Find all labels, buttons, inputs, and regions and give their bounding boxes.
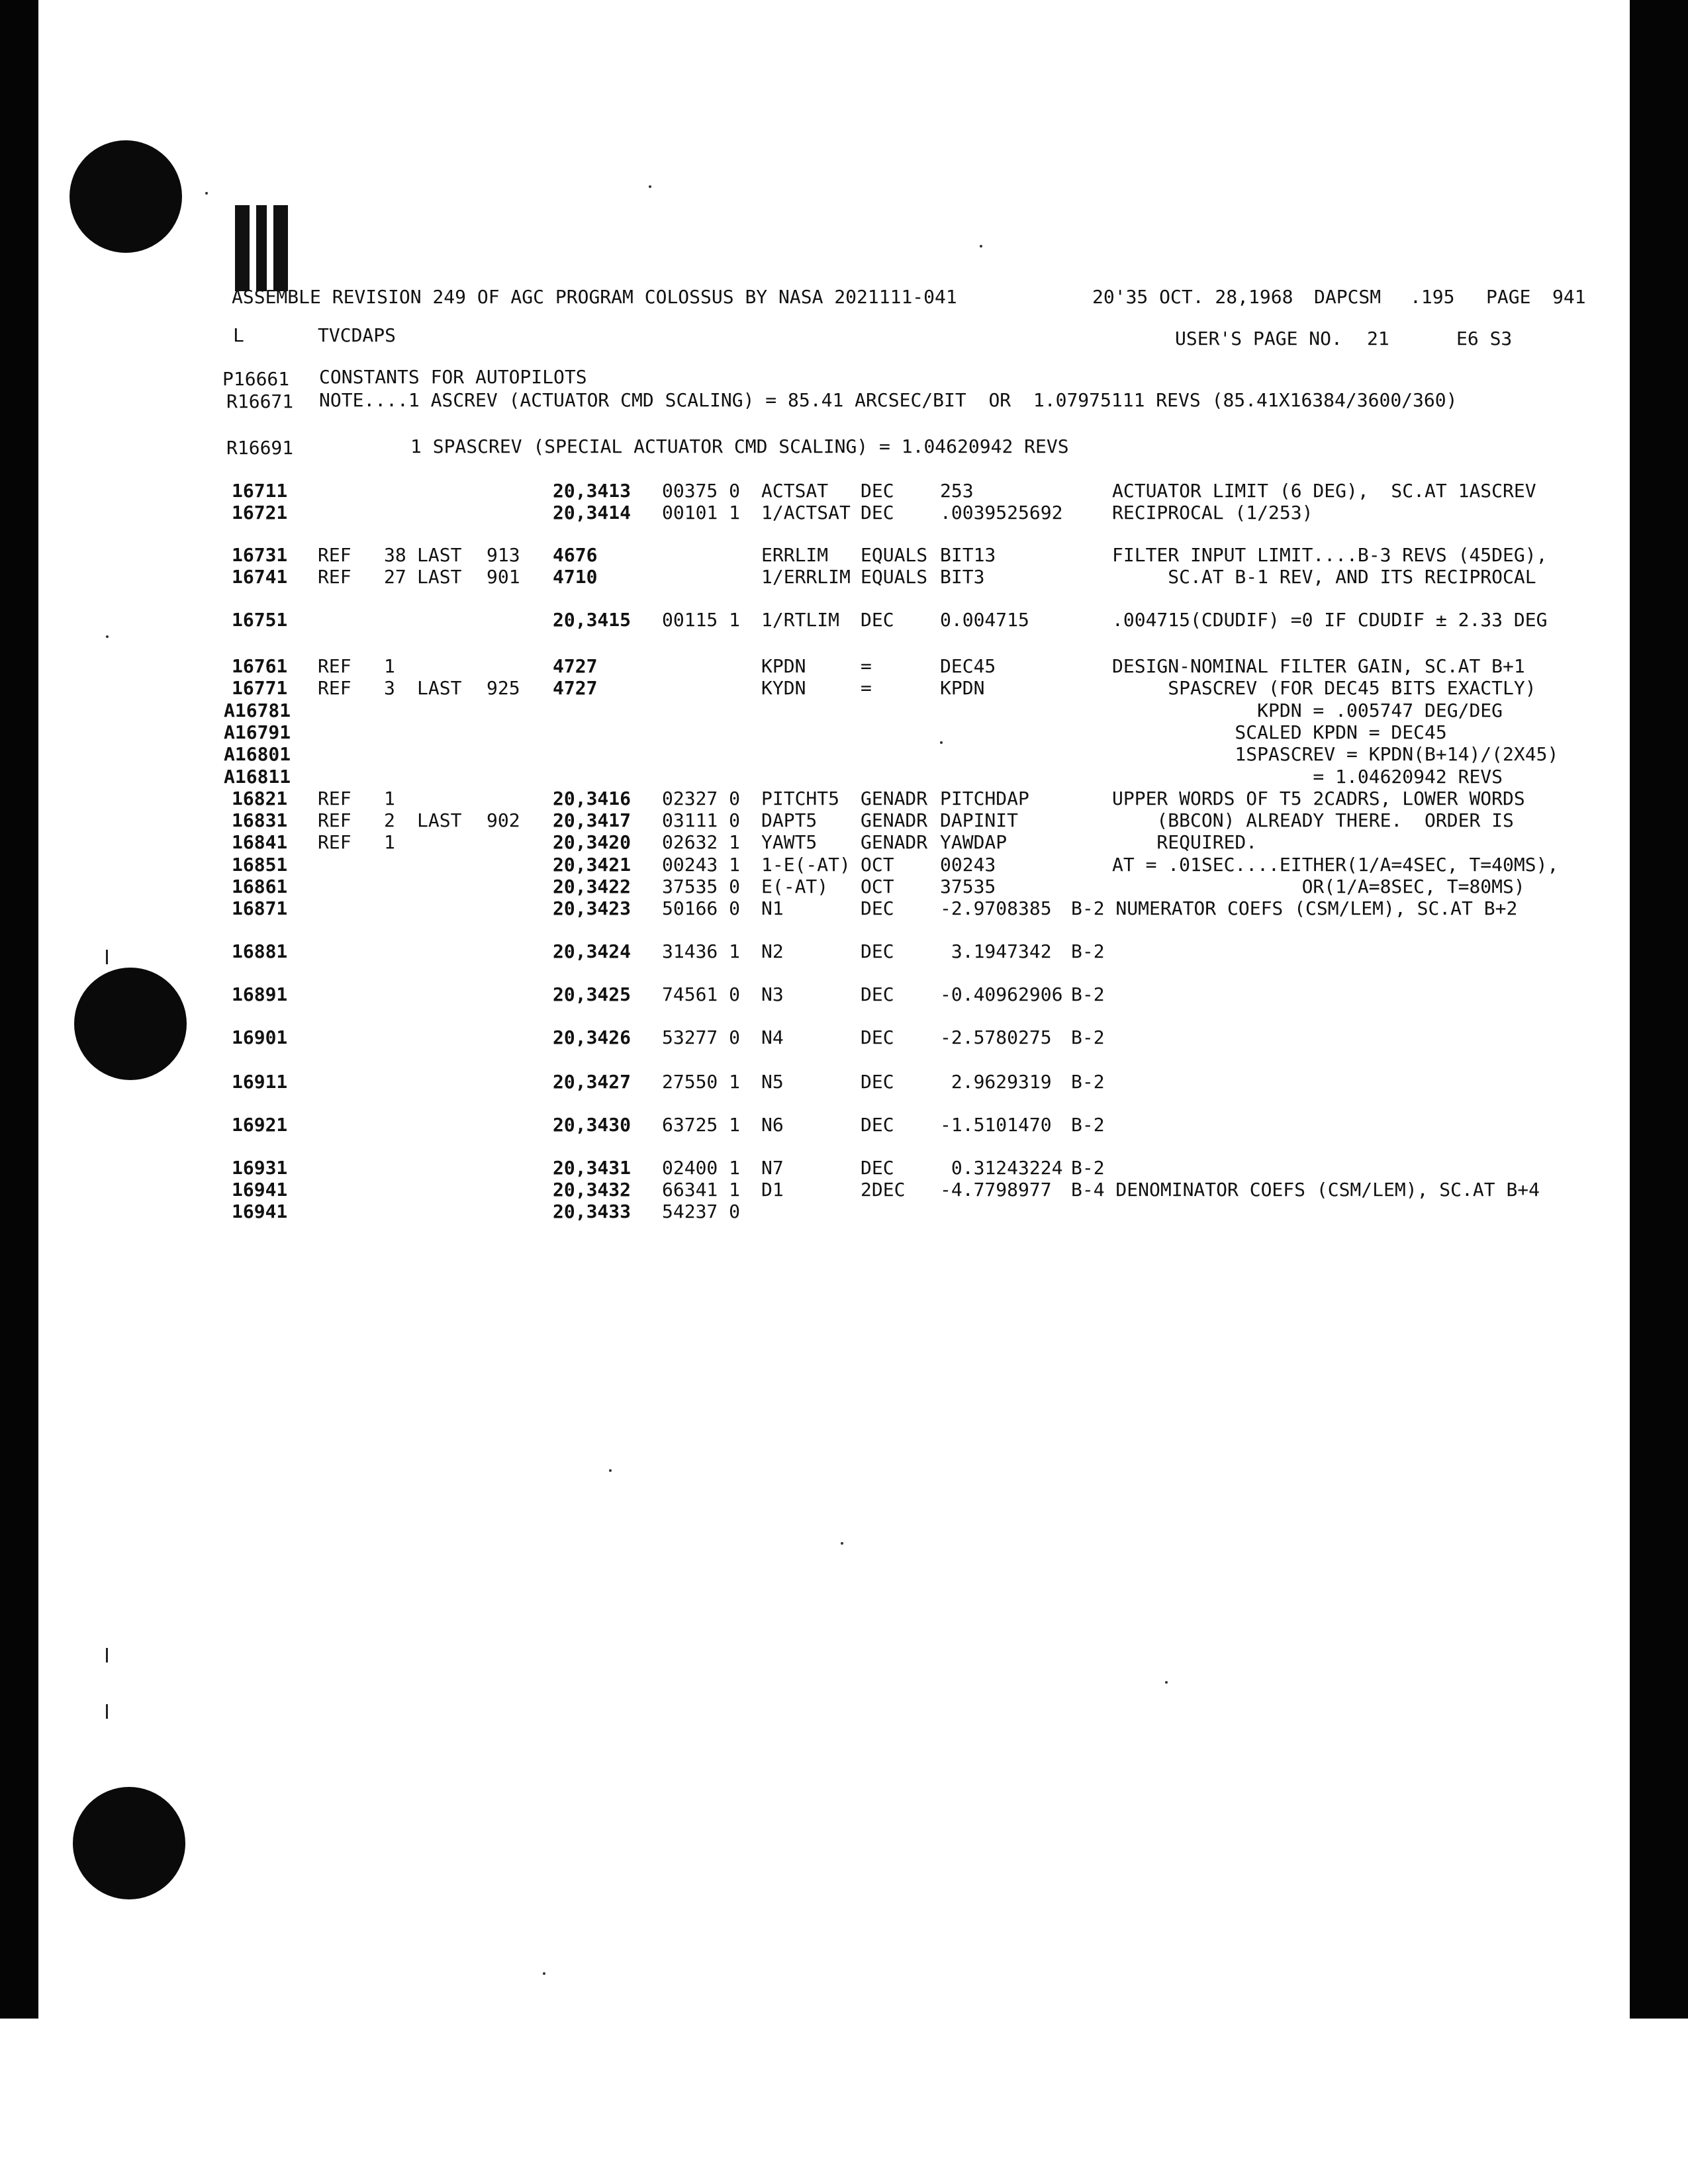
row-operand: 253 bbox=[940, 480, 974, 502]
row-label: N7 bbox=[761, 1157, 784, 1179]
row-comment: (BBCON) ALREADY THERE. ORDER IS bbox=[1112, 809, 1514, 831]
row-word: 37535 0 bbox=[662, 876, 741, 897]
intro-text: NOTE....1 ASCREV (ACTUATOR CMD SCALING) = 85.41 ARCSEC/BIT OR 1.07975111 REVS (85.41X16384/3600/360) bbox=[319, 389, 1458, 411]
row-word: 50166 0 bbox=[662, 897, 741, 919]
row-operand: DAPINIT bbox=[940, 809, 1019, 831]
row-addr: 20,3415 bbox=[553, 609, 632, 631]
row-operand: .0039525692 bbox=[940, 502, 1063, 523]
row-n: 16751 bbox=[232, 609, 288, 631]
row-operand: 37535 bbox=[940, 876, 996, 897]
row-word: 00101 1 bbox=[662, 502, 741, 523]
row-op: DEC bbox=[861, 983, 894, 1005]
row-label: ERRLIM bbox=[761, 544, 829, 566]
row-n: 16741 bbox=[232, 566, 288, 588]
row-comment: UPPER WORDS OF T5 2CADRS, LOWER WORDS bbox=[1112, 788, 1525, 809]
header-datetime: 20'35 OCT. 28,1968 bbox=[1092, 286, 1293, 308]
row-word: 66341 1 bbox=[662, 1179, 741, 1201]
punch-hole-bottom bbox=[73, 1787, 185, 1899]
log-prefix: L bbox=[233, 324, 244, 346]
row-op: DEC bbox=[861, 480, 894, 502]
row-operand: -2.9708385 bbox=[940, 897, 1052, 919]
row-n: 16931 bbox=[232, 1157, 288, 1179]
row-operand: -2.5780275 bbox=[940, 1026, 1052, 1048]
row-word: 27550 1 bbox=[662, 1071, 741, 1093]
row-op: DEC bbox=[861, 940, 894, 962]
row-refn: 1 bbox=[384, 831, 395, 853]
row-label: 1-E(-AT) bbox=[761, 854, 851, 876]
row-operand: 0.004715 bbox=[940, 609, 1029, 631]
header-number: .195 bbox=[1410, 286, 1455, 308]
row-label: PITCHT5 bbox=[761, 788, 840, 809]
row-lastn: 902 bbox=[487, 809, 520, 831]
scan-border-right bbox=[1630, 0, 1688, 2019]
scan-speck bbox=[1165, 1681, 1168, 1684]
row-n: A16811 bbox=[224, 766, 291, 788]
row-comment: B-2 bbox=[1071, 983, 1105, 1005]
row-word: 53277 0 bbox=[662, 1026, 741, 1048]
row-label: 1/ACTSAT bbox=[761, 502, 851, 523]
row-addr: 4727 bbox=[553, 655, 598, 677]
row-comment: B-2 bbox=[1071, 1026, 1105, 1048]
row-n: 16821 bbox=[232, 788, 288, 809]
scan-border-left bbox=[0, 0, 38, 2019]
row-refn: 2 bbox=[384, 809, 395, 831]
row-n: 16851 bbox=[232, 854, 288, 876]
row-op: OCT bbox=[861, 854, 894, 876]
row-comment: B-2 bbox=[1071, 1071, 1105, 1093]
row-label: DAPT5 bbox=[761, 809, 818, 831]
printer-stamp-mark bbox=[235, 205, 288, 291]
row-op: DEC bbox=[861, 1157, 894, 1179]
row-last: LAST bbox=[417, 677, 462, 699]
row-addr: 20,3414 bbox=[553, 502, 632, 523]
row-operand: -1.5101470 bbox=[940, 1114, 1052, 1136]
scan-speck bbox=[106, 635, 109, 638]
row-addr: 20,3417 bbox=[553, 809, 632, 831]
row-op: 2DEC bbox=[861, 1179, 906, 1201]
row-n: 16911 bbox=[232, 1071, 288, 1093]
row-n: 16901 bbox=[232, 1026, 288, 1048]
row-label: N4 bbox=[761, 1026, 784, 1048]
row-addr: 20,3416 bbox=[553, 788, 632, 809]
row-n: 16941 bbox=[232, 1201, 288, 1222]
intro-text: CONSTANTS FOR AUTOPILOTS bbox=[319, 366, 587, 388]
scan-speck bbox=[543, 1972, 545, 1975]
intro-id: P16661 bbox=[222, 368, 290, 390]
row-operand: -0.40962906 bbox=[940, 983, 1063, 1005]
row-operand: BIT3 bbox=[940, 566, 985, 588]
row-word: 02327 0 bbox=[662, 788, 741, 809]
punch-hole-top bbox=[70, 140, 182, 253]
row-label: 1/ERRLIM bbox=[761, 566, 851, 588]
row-operand: YAWDAP bbox=[940, 831, 1008, 853]
row-comment: B-2 NUMERATOR COEFS (CSM/LEM), SC.AT B+2 bbox=[1071, 897, 1518, 919]
row-n: 16721 bbox=[232, 502, 288, 523]
row-op: GENADR bbox=[861, 809, 928, 831]
row-label: N2 bbox=[761, 940, 784, 962]
row-addr: 20,3420 bbox=[553, 831, 632, 853]
row-op: EQUALS bbox=[861, 566, 928, 588]
row-lastn: 901 bbox=[487, 566, 520, 588]
scan-speck bbox=[649, 185, 651, 188]
row-addr: 20,3427 bbox=[553, 1071, 632, 1093]
row-label: KPDN bbox=[761, 655, 806, 677]
row-comment: SPASCREV (FOR DEC45 BITS EXACTLY) bbox=[1112, 677, 1536, 699]
row-addr: 20,3430 bbox=[553, 1114, 632, 1136]
row-n: 16921 bbox=[232, 1114, 288, 1136]
row-op: DEC bbox=[861, 502, 894, 523]
row-comment: AT = .01SEC....EITHER(1/A=4SEC, T=40MS), bbox=[1112, 854, 1559, 876]
row-addr: 4727 bbox=[553, 677, 598, 699]
row-n: 16881 bbox=[232, 940, 288, 962]
row-addr: 4710 bbox=[553, 566, 598, 588]
row-label: N1 bbox=[761, 897, 784, 919]
row-lastn: 913 bbox=[487, 544, 520, 566]
row-addr: 20,3422 bbox=[553, 876, 632, 897]
user-page-label: USER'S PAGE NO. bbox=[1175, 328, 1342, 349]
row-op: DEC bbox=[861, 609, 894, 631]
row-label: N5 bbox=[761, 1071, 784, 1093]
row-comment: OR(1/A=8SEC, T=80MS) bbox=[1112, 876, 1525, 897]
row-comment: RECIPROCAL (1/253) bbox=[1112, 502, 1313, 523]
row-n: A16801 bbox=[224, 743, 291, 765]
row-refn: 38 bbox=[384, 544, 406, 566]
row-word: 00115 1 bbox=[662, 609, 741, 631]
header-title: ASSEMBLE REVISION 249 OF AGC PROGRAM COLOSSUS BY NASA 2021111-041 bbox=[232, 286, 957, 308]
row-refn: 1 bbox=[384, 655, 395, 677]
row-refn: 3 bbox=[384, 677, 395, 699]
punch-hole-middle bbox=[74, 968, 187, 1080]
row-comment: SC.AT B-1 REV, AND ITS RECIPROCAL bbox=[1112, 566, 1536, 588]
row-label: ACTSAT bbox=[761, 480, 829, 502]
intro-id: R16671 bbox=[226, 390, 294, 412]
row-comment: B-4 DENOMINATOR COEFS (CSM/LEM), SC.AT B+4 bbox=[1071, 1179, 1540, 1201]
row-n: 16831 bbox=[232, 809, 288, 831]
row-n: 16761 bbox=[232, 655, 288, 677]
row-label: N3 bbox=[761, 983, 784, 1005]
row-addr: 20,3432 bbox=[553, 1179, 632, 1201]
row-operand: 00243 bbox=[940, 854, 996, 876]
scan-speck bbox=[609, 1469, 612, 1472]
row-comment: = 1.04620942 REVS bbox=[1112, 766, 1503, 788]
row-comment: DESIGN-NOMINAL FILTER GAIN, SC.AT B+1 bbox=[1112, 655, 1525, 677]
row-ref: REF bbox=[318, 544, 352, 566]
scan-speck bbox=[841, 1542, 843, 1545]
row-operand: 2.9629319 bbox=[940, 1071, 1052, 1093]
scan-speck bbox=[940, 741, 943, 744]
row-label: E(-AT) bbox=[761, 876, 829, 897]
row-operand: 3.1947342 bbox=[940, 940, 1052, 962]
row-op: OCT bbox=[861, 876, 894, 897]
row-ref: REF bbox=[318, 788, 352, 809]
row-addr: 20,3433 bbox=[553, 1201, 632, 1222]
row-comment: B-2 bbox=[1071, 940, 1105, 962]
row-n: A16781 bbox=[224, 700, 291, 721]
row-op: EQUALS bbox=[861, 544, 928, 566]
row-word: 31436 1 bbox=[662, 940, 741, 962]
row-n: A16791 bbox=[224, 721, 291, 743]
row-lastn: 925 bbox=[487, 677, 520, 699]
row-ref: REF bbox=[318, 831, 352, 853]
header-page-label: PAGE bbox=[1486, 286, 1531, 308]
intro-text: 1 SPASCREV (SPECIAL ACTUATOR CMD SCALING) = 1.04620942 REVS bbox=[410, 435, 1069, 457]
row-comment: B-2 bbox=[1071, 1114, 1105, 1136]
row-op: = bbox=[861, 677, 872, 699]
row-ref: REF bbox=[318, 809, 352, 831]
row-label: 1/RTLIM bbox=[761, 609, 840, 631]
row-op: DEC bbox=[861, 1026, 894, 1048]
row-word: 02400 1 bbox=[662, 1157, 741, 1179]
row-last: LAST bbox=[417, 809, 462, 831]
user-page-number: 21 bbox=[1367, 328, 1389, 349]
row-addr: 20,3413 bbox=[553, 480, 632, 502]
header-page-number: 941 bbox=[1552, 286, 1586, 308]
row-comment: FILTER INPUT LIMIT....B-3 REVS (45DEG), bbox=[1112, 544, 1548, 566]
row-label: D1 bbox=[761, 1179, 784, 1201]
scan-speck bbox=[980, 245, 982, 248]
row-comment: REQUIRED. bbox=[1112, 831, 1258, 853]
row-operand: -4.7798977 bbox=[940, 1179, 1052, 1201]
row-operand: 0.31243224 bbox=[940, 1157, 1063, 1179]
row-refn: 27 bbox=[384, 566, 406, 588]
row-operand: KPDN bbox=[940, 677, 985, 699]
row-n: 16891 bbox=[232, 983, 288, 1005]
row-label: YAWT5 bbox=[761, 831, 818, 853]
row-addr: 20,3423 bbox=[553, 897, 632, 919]
row-label: N6 bbox=[761, 1114, 784, 1136]
row-word: 00375 0 bbox=[662, 480, 741, 502]
row-word: 63725 1 bbox=[662, 1114, 741, 1136]
row-op: = bbox=[861, 655, 872, 677]
row-word: 03111 0 bbox=[662, 809, 741, 831]
log-section: TVCDAPS bbox=[318, 324, 397, 346]
row-addr: 20,3426 bbox=[553, 1026, 632, 1048]
header-tail: E6 S3 bbox=[1456, 328, 1513, 349]
scan-mark bbox=[106, 1648, 108, 1662]
row-operand: BIT13 bbox=[940, 544, 996, 566]
scan-speck bbox=[205, 192, 208, 195]
row-comment: .004715(CDUDIF) =0 IF CDUDIF ± 2.33 DEG bbox=[1112, 609, 1548, 631]
row-addr: 20,3421 bbox=[553, 854, 632, 876]
row-word: 02632 1 bbox=[662, 831, 741, 853]
row-op: DEC bbox=[861, 1071, 894, 1093]
row-last: LAST bbox=[417, 544, 462, 566]
row-operand: PITCHDAP bbox=[940, 788, 1029, 809]
row-n: 16841 bbox=[232, 831, 288, 853]
row-op: GENADR bbox=[861, 788, 928, 809]
row-n: 16861 bbox=[232, 876, 288, 897]
row-comment: B-2 bbox=[1071, 1157, 1105, 1179]
row-label: KYDN bbox=[761, 677, 806, 699]
row-op: DEC bbox=[861, 897, 894, 919]
row-comment: ACTUATOR LIMIT (6 DEG), SC.AT 1ASCREV bbox=[1112, 480, 1536, 502]
row-addr: 20,3424 bbox=[553, 940, 632, 962]
row-n: 16731 bbox=[232, 544, 288, 566]
row-n: 16711 bbox=[232, 480, 288, 502]
row-comment: KPDN = .005747 DEG/DEG bbox=[1112, 700, 1503, 721]
row-n: 16871 bbox=[232, 897, 288, 919]
row-addr: 20,3425 bbox=[553, 983, 632, 1005]
row-last: LAST bbox=[417, 566, 462, 588]
row-word: 00243 1 bbox=[662, 854, 741, 876]
scan-mark bbox=[106, 950, 108, 964]
row-operand: DEC45 bbox=[940, 655, 996, 677]
row-addr: 4676 bbox=[553, 544, 598, 566]
row-refn: 1 bbox=[384, 788, 395, 809]
row-ref: REF bbox=[318, 655, 352, 677]
row-comment: 1SPASCREV = KPDN(B+14)/(2X45) bbox=[1112, 743, 1559, 765]
header-job: DAPCSM bbox=[1314, 286, 1382, 308]
row-ref: REF bbox=[318, 566, 352, 588]
row-n: 16771 bbox=[232, 677, 288, 699]
row-op: GENADR bbox=[861, 831, 928, 853]
row-word: 54237 0 bbox=[662, 1201, 741, 1222]
row-n: 16941 bbox=[232, 1179, 288, 1201]
row-ref: REF bbox=[318, 677, 352, 699]
row-op: DEC bbox=[861, 1114, 894, 1136]
row-addr: 20,3431 bbox=[553, 1157, 632, 1179]
row-word: 74561 0 bbox=[662, 983, 741, 1005]
intro-id: R16691 bbox=[226, 437, 294, 459]
row-comment: SCALED KPDN = DEC45 bbox=[1112, 721, 1447, 743]
scan-mark bbox=[106, 1704, 108, 1719]
